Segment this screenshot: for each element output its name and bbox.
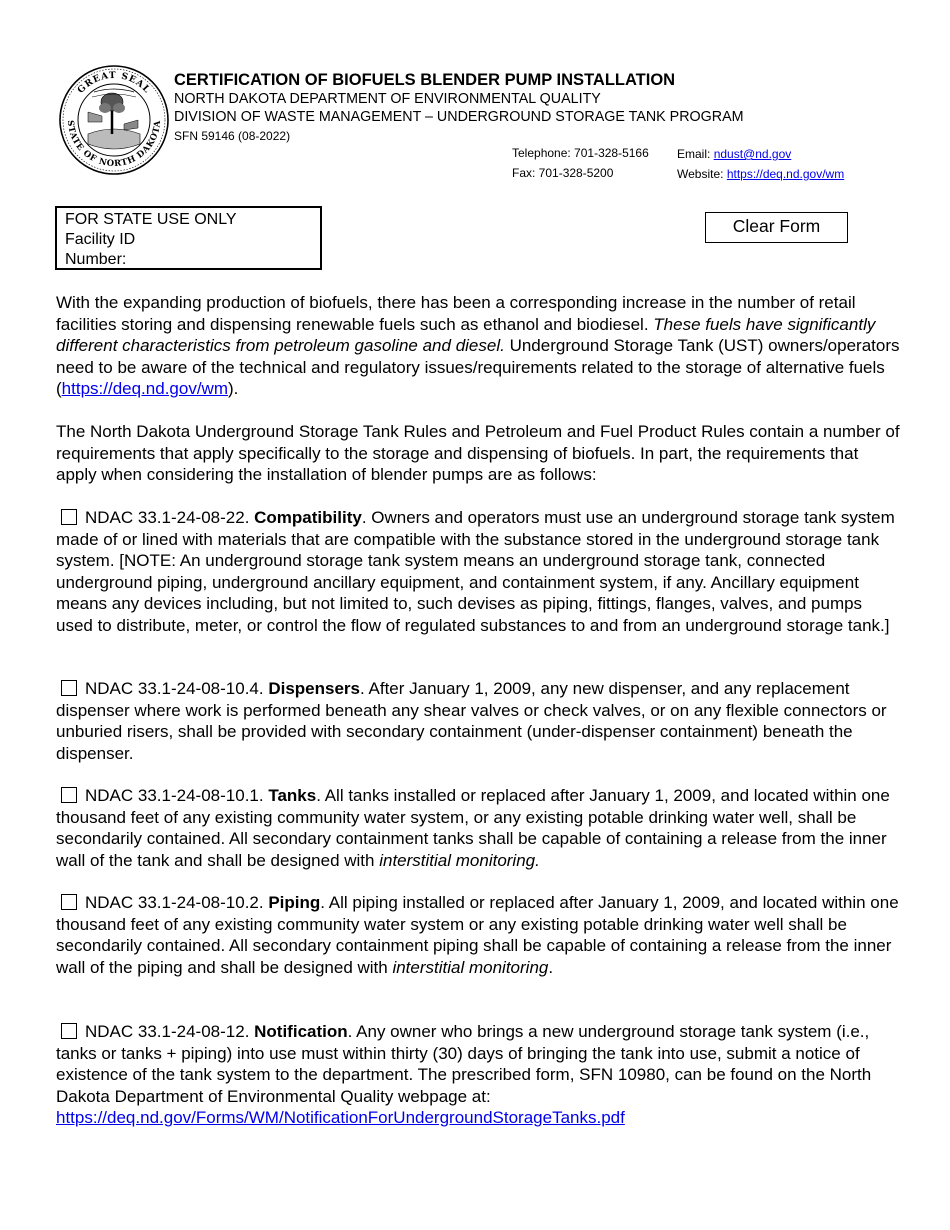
intro-paragraph-2: The North Dakota Underground Storage Tank Rules and Petroleum and Fuel Product Rules contain a number of requirements that apply specifically to the storage and dispensing of biofuels. In part, the requirements that apply when considering the installation of blender pumps are as follows: <box>56 422 900 484</box>
clear-form-button[interactable]: Clear Form <box>705 212 848 243</box>
requirement-dispensers: NDAC 33.1-24-08-10.4. Dispensers. After January 1, 2009, any new dispenser, and any replacement dispenser where work is performed beneath any shear valves or check valves, or on any flexible connectors or unburied risers, shall be provided with secondary containment (under-dispenser containment) beneath the dispenser. <box>56 679 887 763</box>
fax: Fax: 701-328-5200 <box>512 166 614 180</box>
requirement-notification: NDAC 33.1-24-08-12. Notification. Any owner who brings a new underground storage tank system (i.e., tanks or tanks + piping) into use must within thirty (30) days of bringing the tank into use, submit a notice of existence of the tank system to the department. The prescribed form, SFN 10980, can be found on the North Dakota Department of Environmental Quality webpage at: https://deq.nd.gov/Forms/WM/NotificationForUndergroundStorageTanks.pdf <box>56 1022 872 1127</box>
requirement-heading: Notification <box>254 1022 348 1041</box>
division-name: DIVISION OF WASTE MANAGEMENT – UNDERGROUND STORAGE TANK PROGRAM <box>174 109 744 125</box>
department-name: NORTH DAKOTA DEPARTMENT OF ENVIRONMENTAL QUALITY <box>174 91 601 107</box>
website-row <box>677 167 844 181</box>
email-label: Email: <box>677 147 711 161</box>
requirement-tanks: NDAC 33.1-24-08-10.1. Tanks. All tanks installed or replaced after January 1, 2009, and located within one thousand feet of any existing community water system, or any existing potable drinking water well, shall be secondarily contained. All secondary containment tanks shall be capable of containing a release from the inner wall of the tank and shall be designed with interstitial monitoring. <box>56 786 890 870</box>
requirement-heading: Tanks <box>268 786 317 805</box>
svg-text:GREAT SEAL: GREAT SEAL <box>76 70 152 96</box>
notification-form-link[interactable]: https://deq.nd.gov/Forms/WM/NotificationForUndergroundStorageTanks.pdf <box>56 1108 625 1127</box>
notification-checkbox[interactable] <box>61 1023 77 1039</box>
requirement-heading: Dispensers <box>268 679 360 698</box>
telephone: Telephone: 701-328-5166 <box>512 146 649 160</box>
email-link[interactable]: ndust@nd.gov <box>713 147 792 161</box>
requirement-compatibility: NDAC 33.1-24-08-22. Compatibility. Owners and operators must use an underground storage tank system made of or lined with materials that are compatible with the substance stored in the underground storage tank system. [NOTE: An underground storage tank system means an underground storage tank, connected underground piping, underground ancillary equipment, and containment system, if any. Ancillary equipment means any devices including, but not limited to, such devises as piping, fittings, flanges, valves, and pumps used to distribute, meter, or control the flow of regulated substances to and from an underground storage tank.] <box>56 508 895 635</box>
website-label: Website: <box>677 167 724 181</box>
dispensers-checkbox[interactable] <box>61 680 77 696</box>
facility-id-label: Facility ID <box>65 231 136 248</box>
intro-italic-text: These fuels have significantly different characteristics from petroleum gasoline and diesel. <box>56 314 876 355</box>
requirement-piping: NDAC 33.1-24-08-10.2. Piping. All piping installed or replaced after January 1, 2009, and located within one thousand feet of any existing community water system or any existing potable drinking water well shall be secondarily contained. All secondary containment piping shall be capable of containing a release from the inner wall of the piping and shall be designed with interstitial monitoring. <box>56 893 899 977</box>
form-title: CERTIFICATION OF BIOFUELS BLENDER PUMP INSTALLATION <box>174 71 676 89</box>
number-label: Number: <box>65 251 127 268</box>
form-number: SFN 59146 (08-2022) <box>174 129 291 143</box>
piping-checkbox[interactable] <box>61 894 77 910</box>
svg-text:STATE OF NORTH DAKOTA: STATE OF NORTH DAKOTA <box>64 119 164 170</box>
state-use-box <box>55 206 322 270</box>
requirement-heading: Compatibility <box>254 508 362 527</box>
state-seal-logo <box>58 64 170 176</box>
state-use-heading: FOR STATE USE ONLY <box>65 211 237 228</box>
requirement-heading: Piping <box>268 893 321 912</box>
intro-website-link[interactable]: https://deq.nd.gov/wm <box>61 379 228 398</box>
compatibility-checkbox[interactable] <box>61 509 77 525</box>
intro-paragraph-1: With the expanding production of biofuels, there has been a corresponding increase in the number of retail facilities storing and dispensing renewable fuels such as ethanol and biodiesel. These fuels have significantly different characteristics from petroleum gasoline and diesel. Underground Storage Tank (UST) owners/operators need to be aware of the technical and regulatory issues/requirements related to the storage of alternative fuels (https://deq.nd.gov/wm). <box>56 293 900 398</box>
tanks-checkbox[interactable] <box>61 787 77 803</box>
email-row <box>677 147 791 161</box>
website-link[interactable]: https://deq.nd.gov/wm <box>726 167 845 181</box>
